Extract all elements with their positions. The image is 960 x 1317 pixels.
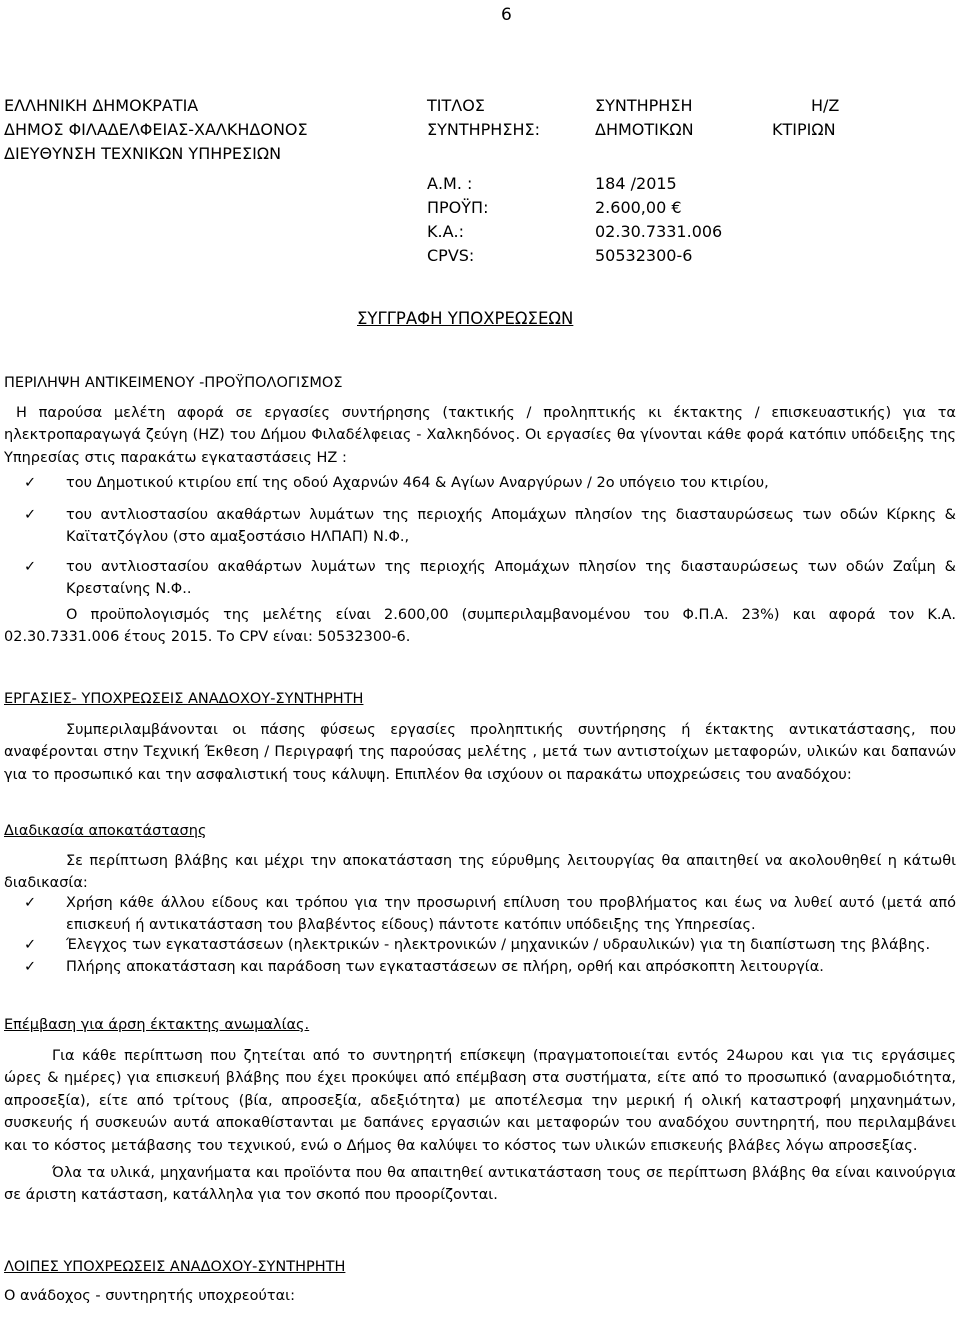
am-value: 184 /2015: [595, 174, 677, 193]
title-label-2: ΣΥΝΤΗΡΗΣΗΣ:: [427, 120, 540, 139]
list-item: [4, 934, 956, 956]
document-title: ΣΥΓΓΡΑΦΗ ΥΠΟΧΡΕΩΣΕΩΝ: [357, 309, 574, 328]
summary-intro: Η παρούσα μελέτη αφορά σε εργασίες συντήρησης (τακτικής / προληπτικής κι έκτακτης / επισκευαστικής) για τα ηλεκτροπαραγωγά ζεύγη (ΗΖ) του Δήμου Φιλαδέλφειας - Χαλκηδόνος. Οι εργασίες θα γίνονται κάθε φορά κατόπιν υπόδειξης της Υπηρεσίας στις παρακάτω εγκαταστάσεις ΗΖ :: [4, 405, 956, 466]
other-obligations-text: Ο ανάδοχος - συντηρητής υποχρεούται:: [4, 1288, 295, 1304]
list-item-text: Πλήρης αποκατάσταση και παράδοση των εγκαταστάσεων σε πλήρη, ορθή και απρόσκοπτη λειτουργία.: [66, 959, 824, 975]
section-heading-restoration: Διαδικασία αποκατάστασης: [4, 823, 207, 839]
emergency-paragraph-2: Όλα τα υλικά, μηχανήματα και προϊόντα που θα απαιτηθεί αντικατάσταση τους σε περίπτωση βλάβης θα είναι καινούργια σε άριστη κατάσταση, κατάλληλα για τον σκοπό που προορίζονται.: [4, 1165, 956, 1204]
cpvs-label: CPVS:: [427, 246, 475, 265]
restoration-intro: Σε περίπτωση βλάβης και μέχρι την αποκατάσταση της εύρυθμης λειτουργίας θα απαιτηθεί να ακολουθηθεί η κάτωθι διαδικασία:: [4, 853, 956, 892]
issuer-line: ΔΗΜΟΣ ΦΙΛΑΔΕΛΦΕΙΑΣ-ΧΑΛΚΗΔΟΝΟΣ: [4, 120, 308, 139]
list-item-text: Έλεγχος των εγκαταστάσεων (ηλεκτρικών - ηλεκτρονικών / μηχανικών / υδραυλικών) για τη διαπίστωση της βλάβης.: [66, 937, 931, 953]
ka-label: Κ.Α.:: [427, 222, 464, 241]
list-item: [4, 472, 956, 494]
emergency-paragraph-1: Για κάθε περίπτωση που ζητείται από το συντηρητή επίσκεψη (πραγματοποιείται εντός 24ωρου και για τις εργάσιμες ώρες & ημέρες) για επισκευή βλάβης που έχει προκύψει από επέμβαση στα συστήματα, είτε από το προσωπικό (αναρμοδιότητα, απροσεξία), είτε από τρίτους (βία, απροσεξία, αδεξιότητα) με αποτέλεσμα την μερική ή ολική καταστροφή μηχανημάτων, συσκευής ή συσκευών αυτά αποκαθίστανται με δαπάνες εργασιών και μεταφορών του αναδόχου συντηρητή, που περιλαμβάνει και το κόστος μετάβασης του τεχνικού, ενώ ο Δήμος θα καλύψει το κόστος των υλικών επισκευής βλάβες λόγω απροσεξίας.: [4, 1048, 956, 1154]
title-value-2b: ΚΤΙΡΙΩΝ: [772, 120, 836, 139]
title-value-1a: ΣΥΝΤΗΡΗΣΗ: [595, 96, 693, 115]
list-item: [4, 504, 956, 549]
issuer-line: ΕΛΛΗΝΙΚΗ ΔΗΜΟΚΡΑΤΙΑ: [4, 96, 199, 115]
issuer-line: ΔΙΕΥΘΥΝΣΗ ΤΕΧΝΙΚΩΝ ΥΠΗΡΕΣΙΩΝ: [4, 144, 282, 163]
list-item: [4, 556, 956, 601]
title-label: ΤΙΤΛΟΣ: [427, 96, 485, 115]
budget-label: ΠΡΟΫΠ:: [427, 198, 489, 217]
cpvs-value: 50532300-6: [595, 246, 693, 265]
list-item-text: του αντλιοστασίου ακαθάρτων λυμάτων της περιοχής Απομάχων πλησίον της διασταυρώσεως των οδών Κίρκης & Καϊτατζόγλου (στο αμαξοστάσιο ΗΛΠΑΠ) Ν.Φ.,: [66, 507, 956, 546]
list-item-text: Χρήση κάθε άλλου είδους και τρόπου για την προσωρινή επίλυση του προβλήματος και έως να λυθεί αυτό (μετά από επισκευή ή αντικατάσταση του βλαβέντος είδους) πάντοτε κατόπιν υπόδειξης της Υπηρεσίας.: [66, 895, 956, 934]
checkmark-icon: ✓: [24, 937, 37, 953]
checkmark-icon: ✓: [24, 959, 37, 975]
section-heading-summary: ΠΕΡΙΛΗΨΗ ΑΝΤΙΚΕΙΜΕΝΟΥ -ΠΡΟΫΠΟΛΟΓΙΣΜΟΣ: [4, 375, 343, 391]
list-item: [4, 956, 956, 978]
checkmark-icon: ✓: [24, 507, 37, 523]
section-heading-works: ΕΡΓΑΣΙΕΣ- ΥΠΟΧΡΕΩΣΕΙΣ ΑΝΑΔΟΧΟΥ-ΣΥΝΤΗΡΗΤΗ: [4, 691, 364, 707]
am-label: Α.Μ. :: [427, 174, 473, 193]
checkmark-icon: ✓: [24, 895, 37, 911]
ka-value: 02.30.7331.006: [595, 222, 723, 241]
budget-statement: Ο προϋπολογισμός της μελέτης είναι 2.600,00 (συμπεριλαμβανομένου του Φ.Π.Α. 23%) και αφορά τον Κ.Α. 02.30.7331.006 έτους 2015. Το CPV είναι: 50532300-6.: [4, 607, 956, 646]
checkmark-icon: ✓: [24, 475, 37, 491]
list-item: [4, 892, 956, 937]
checkmark-icon: ✓: [24, 559, 37, 575]
issuer-block: [4, 94, 308, 166]
section-heading-emergency: Επέμβαση για άρση έκτακτης ανωμαλίας.: [4, 1017, 310, 1033]
section-heading-other-obligations: ΛΟΙΠΕΣ ΥΠΟΧΡΕΩΣΕΙΣ ΑΝΑΔΟΧΟΥ-ΣΥΝΤΗΡΗΤΗ: [4, 1259, 346, 1275]
budget-value: 2.600,00 €: [595, 198, 682, 217]
works-text: Συμπεριλαμβάνονται οι πάσης φύσεως εργασίες προληπτικής συντήρησης ή έκτακτης αντικατάστασης, που αναφέρονται στην Τεχνική Έκθεση / Περιγραφή της παρούσας μελέτης , μετά των αντιστοίχων μεταφορών, υλικών και δαπανών για το προσωπικό και την ασφαλιστική τους κάλυψη. Επιπλέον θα ισχύουν οι παρακάτω υποχρεώσεις του αναδόχου:: [4, 722, 956, 783]
title-value-2a: ΔΗΜΟΤΙΚΩΝ: [595, 120, 694, 139]
list-item-text: του Δημοτικού κτιρίου επί της οδού Αχαρνών 464 & Αγίων Αναργύρων / 2ο υπόγειο του κτιρίου,: [66, 475, 769, 491]
title-value-1b: Η/Ζ: [811, 96, 840, 115]
page-number: 6: [501, 5, 512, 25]
list-item-text: του αντλιοστασίου ακαθάρτων λυμάτων της περιοχής Απομάχων πλησίον της διασταυρώσεως των οδών Ζαΐμη & Κρεσταίνης Ν.Φ..: [66, 559, 956, 598]
